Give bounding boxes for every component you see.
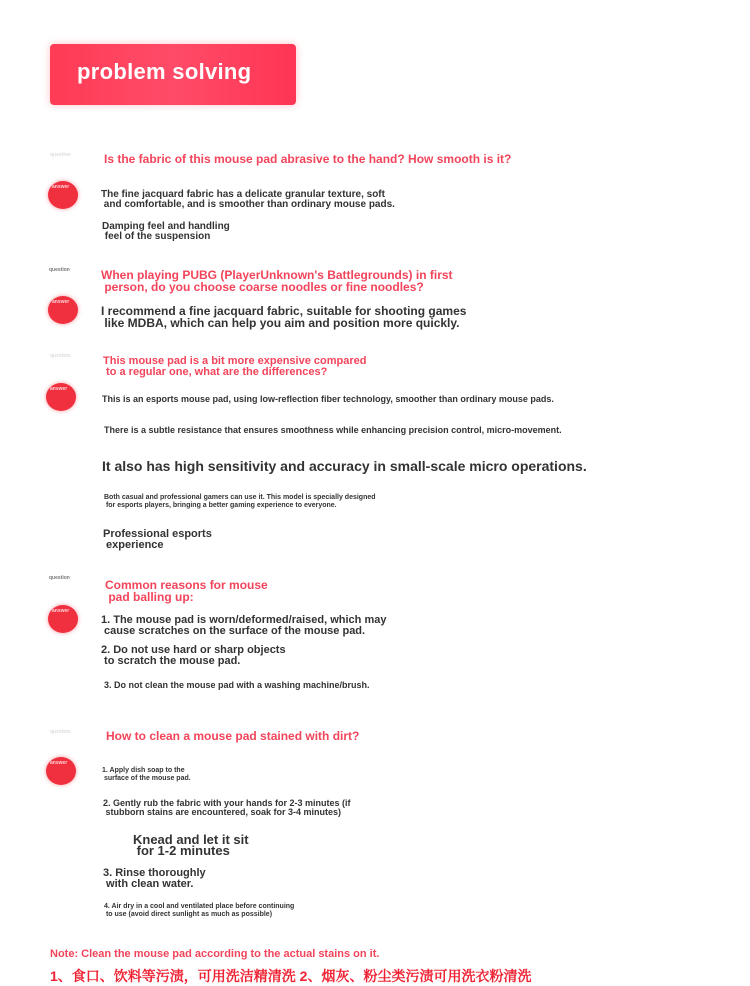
answer-badge xyxy=(46,383,76,411)
cut-off-line: 1、食口、饮料等污渍，可用洗洁精清洗 2、烟灰、粉尘类污渍可用洗衣粉清洗 xyxy=(50,968,532,984)
answer-3-5: Professional esports experience xyxy=(103,528,212,551)
answer-3-1: This is an esports mouse pad, using low-reflection fiber technology, smoother than ordinary mouse pads. xyxy=(102,394,554,404)
question-tag: question xyxy=(50,152,71,158)
question-4: Common reasons for mouse pad balling up: xyxy=(105,578,268,604)
section-banner xyxy=(50,44,296,105)
answer-3-2: There is a subtle resistance that ensures smoothness while enhancing precision control, micro-movement. xyxy=(104,425,562,435)
cleaning-note: Note: Clean the mouse pad according to the actual stains on it. xyxy=(50,948,380,960)
answer-5-4: 3. Rinse thoroughly with clean water. xyxy=(103,867,206,890)
answer-badge xyxy=(48,296,78,324)
answer-tag: answer xyxy=(52,608,70,614)
answer-5-2: 2. Gently rub the fabric with your hands for 2-3 minutes (if stubborn stains are encountered, soak for 3-4 minutes) xyxy=(103,798,351,817)
answer-badge xyxy=(48,605,78,633)
answer-2-1: I recommend a fine jacquard fabric, suitable for shooting games like MDBA, which can help you aim and position more quickly. xyxy=(101,304,467,330)
section-title: problem solving xyxy=(77,59,252,84)
answer-tag: answer xyxy=(50,760,68,766)
question-tag: question xyxy=(50,353,71,359)
question-tag: question xyxy=(49,267,70,273)
answer-badge xyxy=(48,181,78,209)
question-3: This mouse pad is a bit more expensive compared to a regular one, what are the differences? xyxy=(103,355,367,378)
answer-1-1: The fine jacquard fabric has a delicate granular texture, soft and comfortable, and is smoother than ordinary mouse pads. xyxy=(101,189,395,210)
answer-5-3: Knead and let it sit for 1-2 minutes xyxy=(133,832,249,858)
answer-4-2: 2. Do not use hard or sharp objects to scratch the mouse pad. xyxy=(101,644,286,667)
question-5: How to clean a mouse pad stained with dirt? xyxy=(106,729,360,743)
question-tag: question xyxy=(50,729,71,735)
answer-1-2: Damping feel and handling feel of the suspension xyxy=(102,221,230,242)
answer-3-4: Both casual and professional gamers can use it. This model is specially designed for esports players, bringing a better gaming experience to everyone. xyxy=(104,494,376,509)
answer-tag: answer xyxy=(50,386,68,392)
answer-5-5: 4. Air dry in a cool and ventilated place before continuing to use (avoid direct sunlight as much as possible) xyxy=(104,903,295,918)
answer-tag: answer xyxy=(52,184,70,190)
answer-4-1: 1. The mouse pad is worn/deformed/raised, which may cause scratches on the surface of the mouse pad. xyxy=(101,614,387,637)
question-tag: question xyxy=(49,575,70,581)
answer-3-3: It also has high sensitivity and accuracy in small-scale micro operations. xyxy=(102,458,587,474)
question-1: Is the fabric of this mouse pad abrasive to the hand? How smooth is it? xyxy=(104,152,512,166)
question-2: When playing PUBG (PlayerUnknown's Battlegrounds) in first person, do you choose coarse noodles or fine noodles? xyxy=(101,268,453,294)
answer-badge xyxy=(46,757,76,785)
answer-tag: answer xyxy=(52,299,70,305)
answer-4-3: 3. Do not clean the mouse pad with a washing machine/brush. xyxy=(104,680,370,690)
answer-5-1: 1. Apply dish soap to the surface of the mouse pad. xyxy=(102,767,191,782)
